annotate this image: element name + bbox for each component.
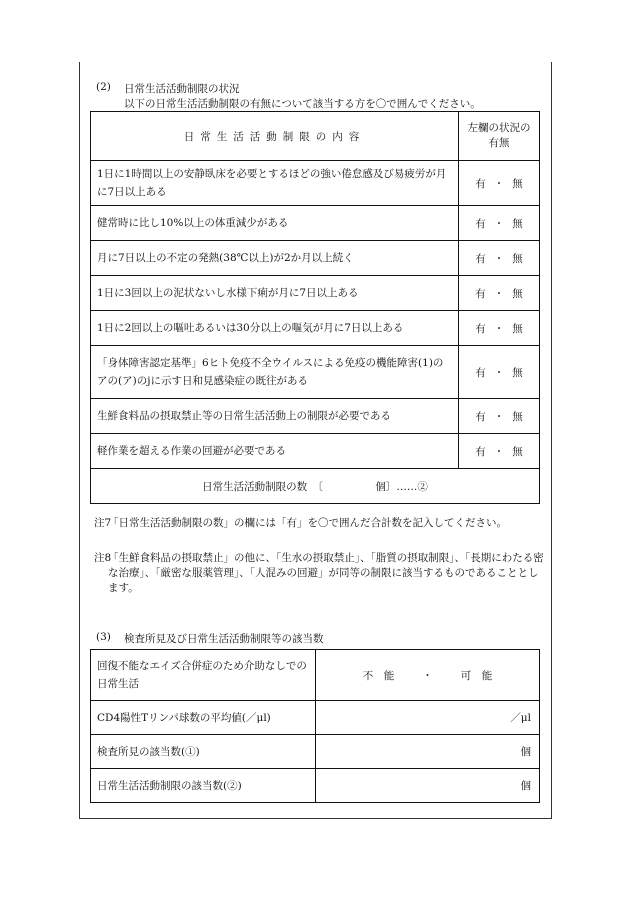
separator-dot: ・ <box>493 410 505 423</box>
yes-option[interactable]: 有 <box>475 177 486 190</box>
yes-no-choice[interactable] <box>459 161 540 206</box>
separator-dot: ・ <box>493 287 505 300</box>
page-border-left <box>79 62 80 819</box>
table-row <box>91 434 540 469</box>
restriction-item: 軽作業を超える作業の回避が必要である <box>91 434 459 469</box>
yes-no-choice[interactable] <box>459 276 540 311</box>
yes-option[interactable]: 有 <box>475 445 486 458</box>
restriction-item: 「身体障害認定基準」6ヒト免疫不全ウイルスによる免疫の機能障害(1)のアの(ア)のjに示す日和見感染症の既往がある <box>91 346 459 399</box>
table-row <box>91 311 540 346</box>
header-content: 日常生活活動制限の内容 <box>91 112 459 161</box>
separator-dot: ・ <box>493 252 505 265</box>
no-option[interactable]: 無 <box>512 287 523 300</box>
yes-no-choice[interactable] <box>459 206 540 241</box>
yes-option[interactable]: 有 <box>475 410 486 423</box>
header-status-line2: 有無 <box>488 137 510 149</box>
yes-option[interactable]: 有 <box>475 287 486 300</box>
no-option[interactable]: 無 <box>512 177 523 190</box>
note-8-text: 「生鮮食料品の摂取禁止」の他に、「生水の摂取禁止」、「脂質の摂取制限」、「長期にわたる密な治療」、「厳密な服薬管理」、「人混みの回避」が同等の制限に該当するものであることとします。 <box>108 552 544 594</box>
section2-number: (2) <box>96 81 111 93</box>
restriction-count-label: 日常生活活動制限の該当数(②) <box>91 769 316 803</box>
assistance-choice[interactable] <box>316 650 540 701</box>
table-row <box>91 701 540 735</box>
no-option[interactable]: 無 <box>512 445 523 458</box>
restriction-item: 1日に1時間以上の安静臥床を必要とするほどの強い倦怠感及び易疲労が月に7日以上ある <box>91 161 459 206</box>
yes-no-choice[interactable] <box>459 346 540 399</box>
assistance-label: 回復不能なエイズ合併症のため介助なしでの日常生活 <box>91 650 316 701</box>
note-7-text: 「日常生活活動制限の数」の欄には「有」を〇で囲んだ合計数を記入してください。 <box>108 517 507 529</box>
able-option[interactable]: 可 能 <box>460 669 493 682</box>
findings-count-field[interactable]: 個 <box>316 735 540 769</box>
findings-summary-table <box>90 649 540 803</box>
section3-number: (3) <box>96 631 111 643</box>
unable-option[interactable]: 不 能 <box>362 669 395 682</box>
restriction-item: 生鮮食料品の摂取禁止等の日常生活活動上の制限が必要である <box>91 399 459 434</box>
yes-option[interactable]: 有 <box>475 217 486 230</box>
separator-dot: ・ <box>422 669 433 682</box>
cd4-label: CD4陽性Tリンパ球数の平均値(／μl) <box>91 701 316 735</box>
daily-activity-restriction-table <box>90 111 540 504</box>
table-row <box>91 346 540 399</box>
table-row <box>91 276 540 311</box>
note-8-label: 注8 <box>94 552 112 564</box>
table-row <box>91 650 540 701</box>
separator-dot: ・ <box>493 322 505 335</box>
restriction-item: 1日に2回以上の嘔吐あるいは30分以上の嘔気が月に7日以上ある <box>91 311 459 346</box>
table-row <box>91 735 540 769</box>
yes-no-choice[interactable] <box>459 434 540 469</box>
note-7-label: 注7 <box>94 517 112 529</box>
table-row <box>91 769 540 803</box>
restriction-item: 健常時に比し10%以上の体重減少がある <box>91 206 459 241</box>
table-row <box>91 241 540 276</box>
restriction-item: 月に7日以上の不定の発熱(38℃以上)が2か月以上続く <box>91 241 459 276</box>
yes-option[interactable]: 有 <box>475 366 486 379</box>
section2-instruction: 以下の日常生活活動制限の有無について該当する方を〇で囲んでください。 <box>124 98 481 110</box>
no-option[interactable]: 無 <box>512 252 523 265</box>
yes-no-choice[interactable] <box>459 311 540 346</box>
cd4-value-field[interactable]: ／μl <box>316 701 540 735</box>
no-option[interactable]: 無 <box>512 366 523 379</box>
table-row <box>91 206 540 241</box>
yes-no-choice[interactable] <box>459 399 540 434</box>
separator-dot: ・ <box>493 217 505 230</box>
note-7 <box>94 516 544 531</box>
yes-no-choice[interactable] <box>459 241 540 276</box>
no-option[interactable]: 無 <box>512 217 523 230</box>
yes-option[interactable]: 有 <box>475 252 486 265</box>
findings-count-label: 検査所見の該当数(①) <box>91 735 316 769</box>
header-status-line1: 左欄の状況の <box>467 122 531 134</box>
table1-total-row <box>91 469 540 504</box>
separator-dot: ・ <box>493 445 505 458</box>
no-option[interactable]: 無 <box>512 322 523 335</box>
page-border-right <box>551 62 552 819</box>
section2-title: 日常生活活動制限の状況 <box>124 83 240 95</box>
restriction-count-value-field[interactable]: 個 <box>316 769 540 803</box>
separator-dot: ・ <box>493 366 505 379</box>
yes-option[interactable]: 有 <box>475 322 486 335</box>
separator-dot: ・ <box>493 177 505 190</box>
page-border-bottom <box>79 818 552 819</box>
no-option[interactable]: 無 <box>512 410 523 423</box>
restriction-item: 1日に3回以上の泥状ないし水様下痢が月に7日以上ある <box>91 276 459 311</box>
section3-title: 検査所見及び日常生活活動制限等の該当数 <box>124 633 324 645</box>
restriction-count-field[interactable]: 日常生活活動制限の数 〔 個〕……② <box>91 469 540 504</box>
note-8 <box>94 551 544 596</box>
table1-header-row <box>91 112 540 161</box>
header-status <box>459 112 540 161</box>
table-row <box>91 399 540 434</box>
table-row <box>91 161 540 206</box>
